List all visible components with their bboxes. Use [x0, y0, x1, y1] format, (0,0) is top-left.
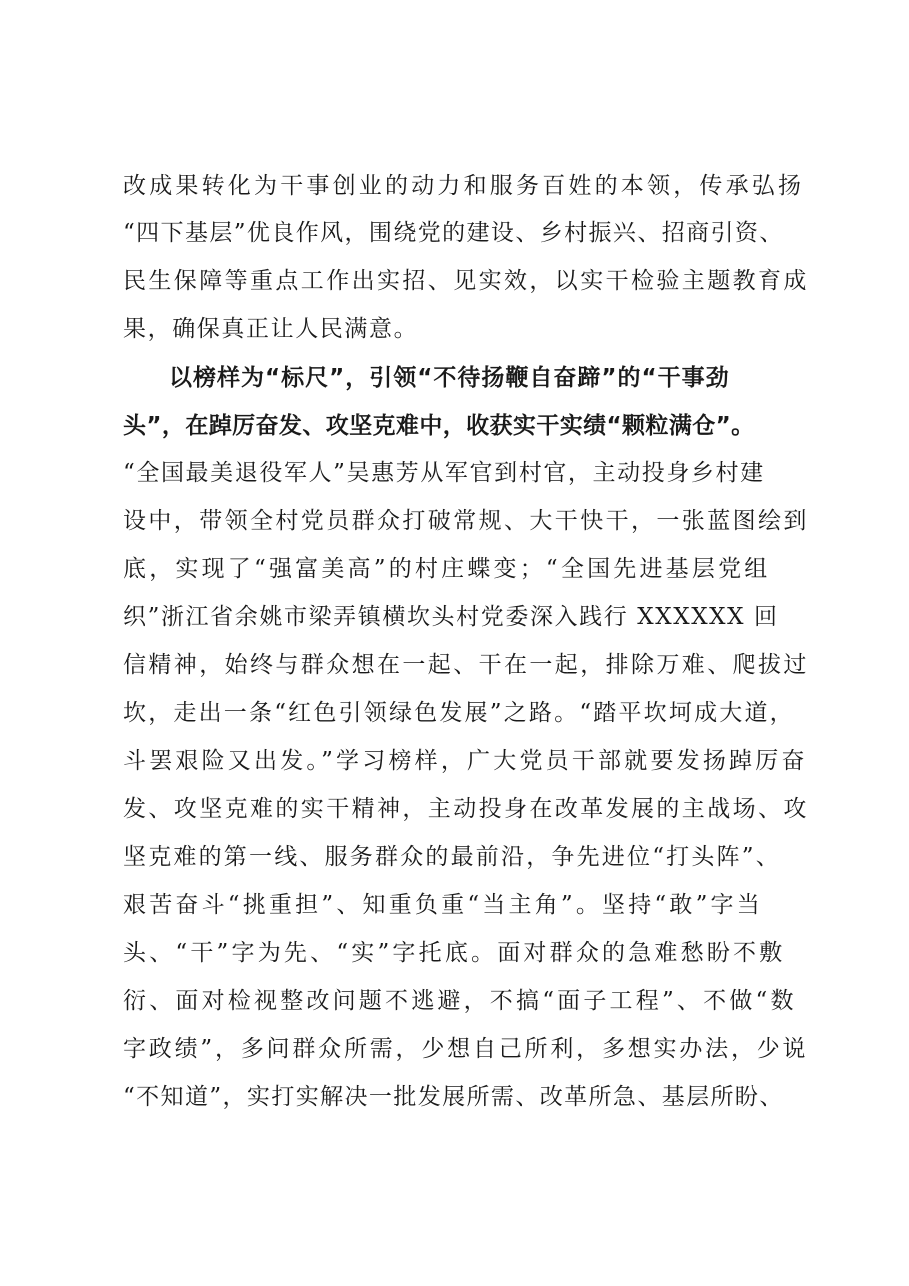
text-line: 衍、面对检视整改问题不逃避，不搞“面子工程”、不做“数 [123, 988, 797, 1014]
text-line: 织”浙江省余姚市梁弄镇横坎头村党委深入践行 XXXXXX 回 [123, 604, 779, 630]
text-line: 信精神，始终与群众想在一起、干在一起，排除万难、爬拔过 [123, 652, 809, 678]
paragraph-heading-line: 头”，在踔厉奋发、攻坚克难中，收获实干实绩“颗粒满仓”。 [123, 413, 755, 439]
text-line: 设中，带领全村党员群众打破常规、大干快干，一张蓝图绘到 [123, 508, 809, 534]
text-line: 字政绩”，多问群众所需，少想自己所利，多想实办法，少说 [123, 1036, 809, 1062]
text-line: 艰苦奋斗“挑重担”、知重负重“当主角”。坚持“敢”字当 [123, 892, 763, 918]
text-line: 果，确保真正让人民满意。 [123, 316, 419, 342]
paragraph-heading-line: 以榜样为“标尺”，引领“不待扬鞭自奋蹄”的“干事劲 [169, 365, 730, 391]
text-line: 坎，走出一条“红色引领绿色发展”之路。“踏平坎坷成大道， [123, 700, 795, 726]
text-line: 坚克难的第一线、服务群众的最前沿，争先进位“打头阵”、 [123, 844, 781, 870]
text-line: 发、攻坚克难的实干精神，主动投身在改革发展的主战场、攻 [123, 796, 809, 822]
text-line: “全国最美退役军人”吴惠芳从军官到村官，主动投身乡村建 [123, 460, 765, 486]
text-line: 斗罢艰险又出发。”学习榜样，广大党员干部就要发扬踔厉奋 [123, 748, 808, 774]
text-line: “四下基层”优良作风，围绕党的建设、乡村振兴、招商引资、 [123, 220, 784, 246]
text-line: 改成果转化为干事创业的动力和服务百姓的本领，传承弘扬 [123, 173, 805, 199]
text-line: 底，实现了“强富美高”的村庄蝶变；“全国先进基层党组 [123, 556, 771, 582]
text-line: 头、“干”字为先、“实”字托底。面对群众的急难愁盼不敷 [123, 940, 786, 966]
text-line: 民生保障等重点工作出实招、见实效，以实干检验主题教育成 [123, 268, 809, 294]
text-line: “不知道”，实打实解决一批发展所需、改革所急、基层所盼、 [123, 1084, 784, 1110]
